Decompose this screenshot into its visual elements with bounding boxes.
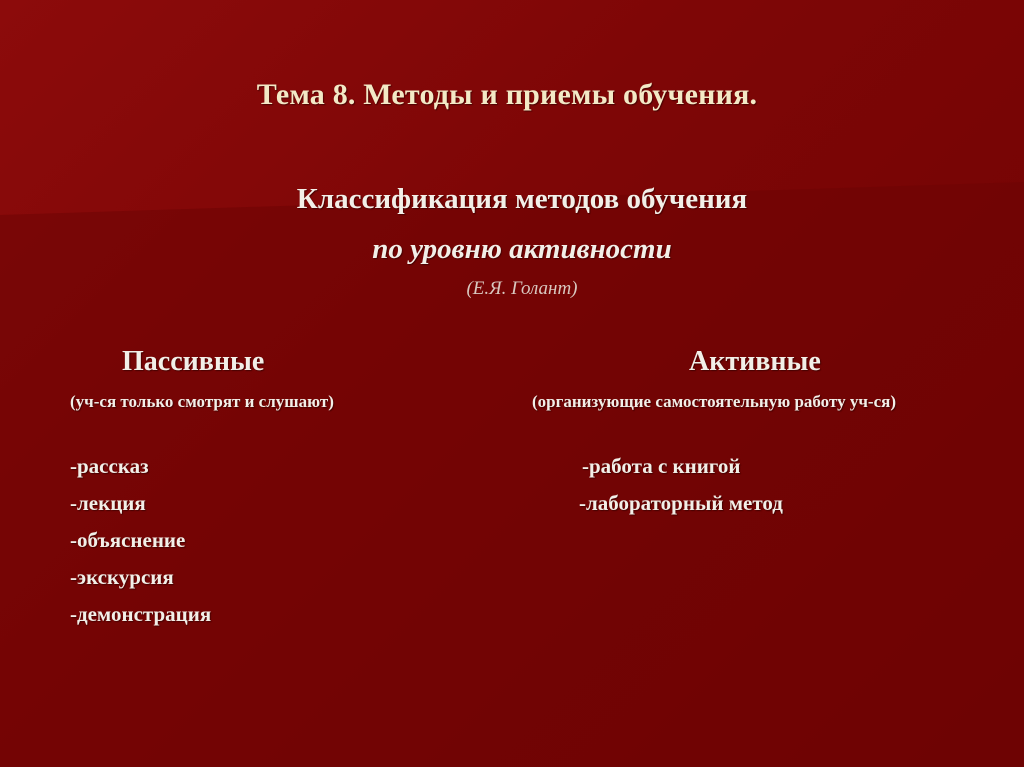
active-heading: Активные <box>689 346 821 377</box>
slide-title: Тема 8. Методы и приемы обучения. <box>256 78 758 111</box>
passive-heading: Пассивные <box>122 346 265 377</box>
passive-item: -объяснение <box>70 528 186 552</box>
classification-heading: Классификация методов обучения <box>296 183 748 215</box>
passive-note: (уч-ся только смотрят и слушают) <box>70 392 334 411</box>
passive-item: -экскурсия <box>70 565 174 589</box>
author-credit: (Е.Я. Голант) <box>466 278 578 299</box>
active-item: -работа с книгой <box>582 454 741 478</box>
active-note: (организующие самостоятельную работу уч-ся) <box>532 392 896 411</box>
passive-item: -рассказ <box>70 454 149 478</box>
passive-item: -демонстрация <box>70 602 212 626</box>
classification-criterion: по уровню активности <box>372 233 672 265</box>
passive-item: -лекция <box>70 491 146 515</box>
active-item: -лабораторный метод <box>579 491 783 515</box>
